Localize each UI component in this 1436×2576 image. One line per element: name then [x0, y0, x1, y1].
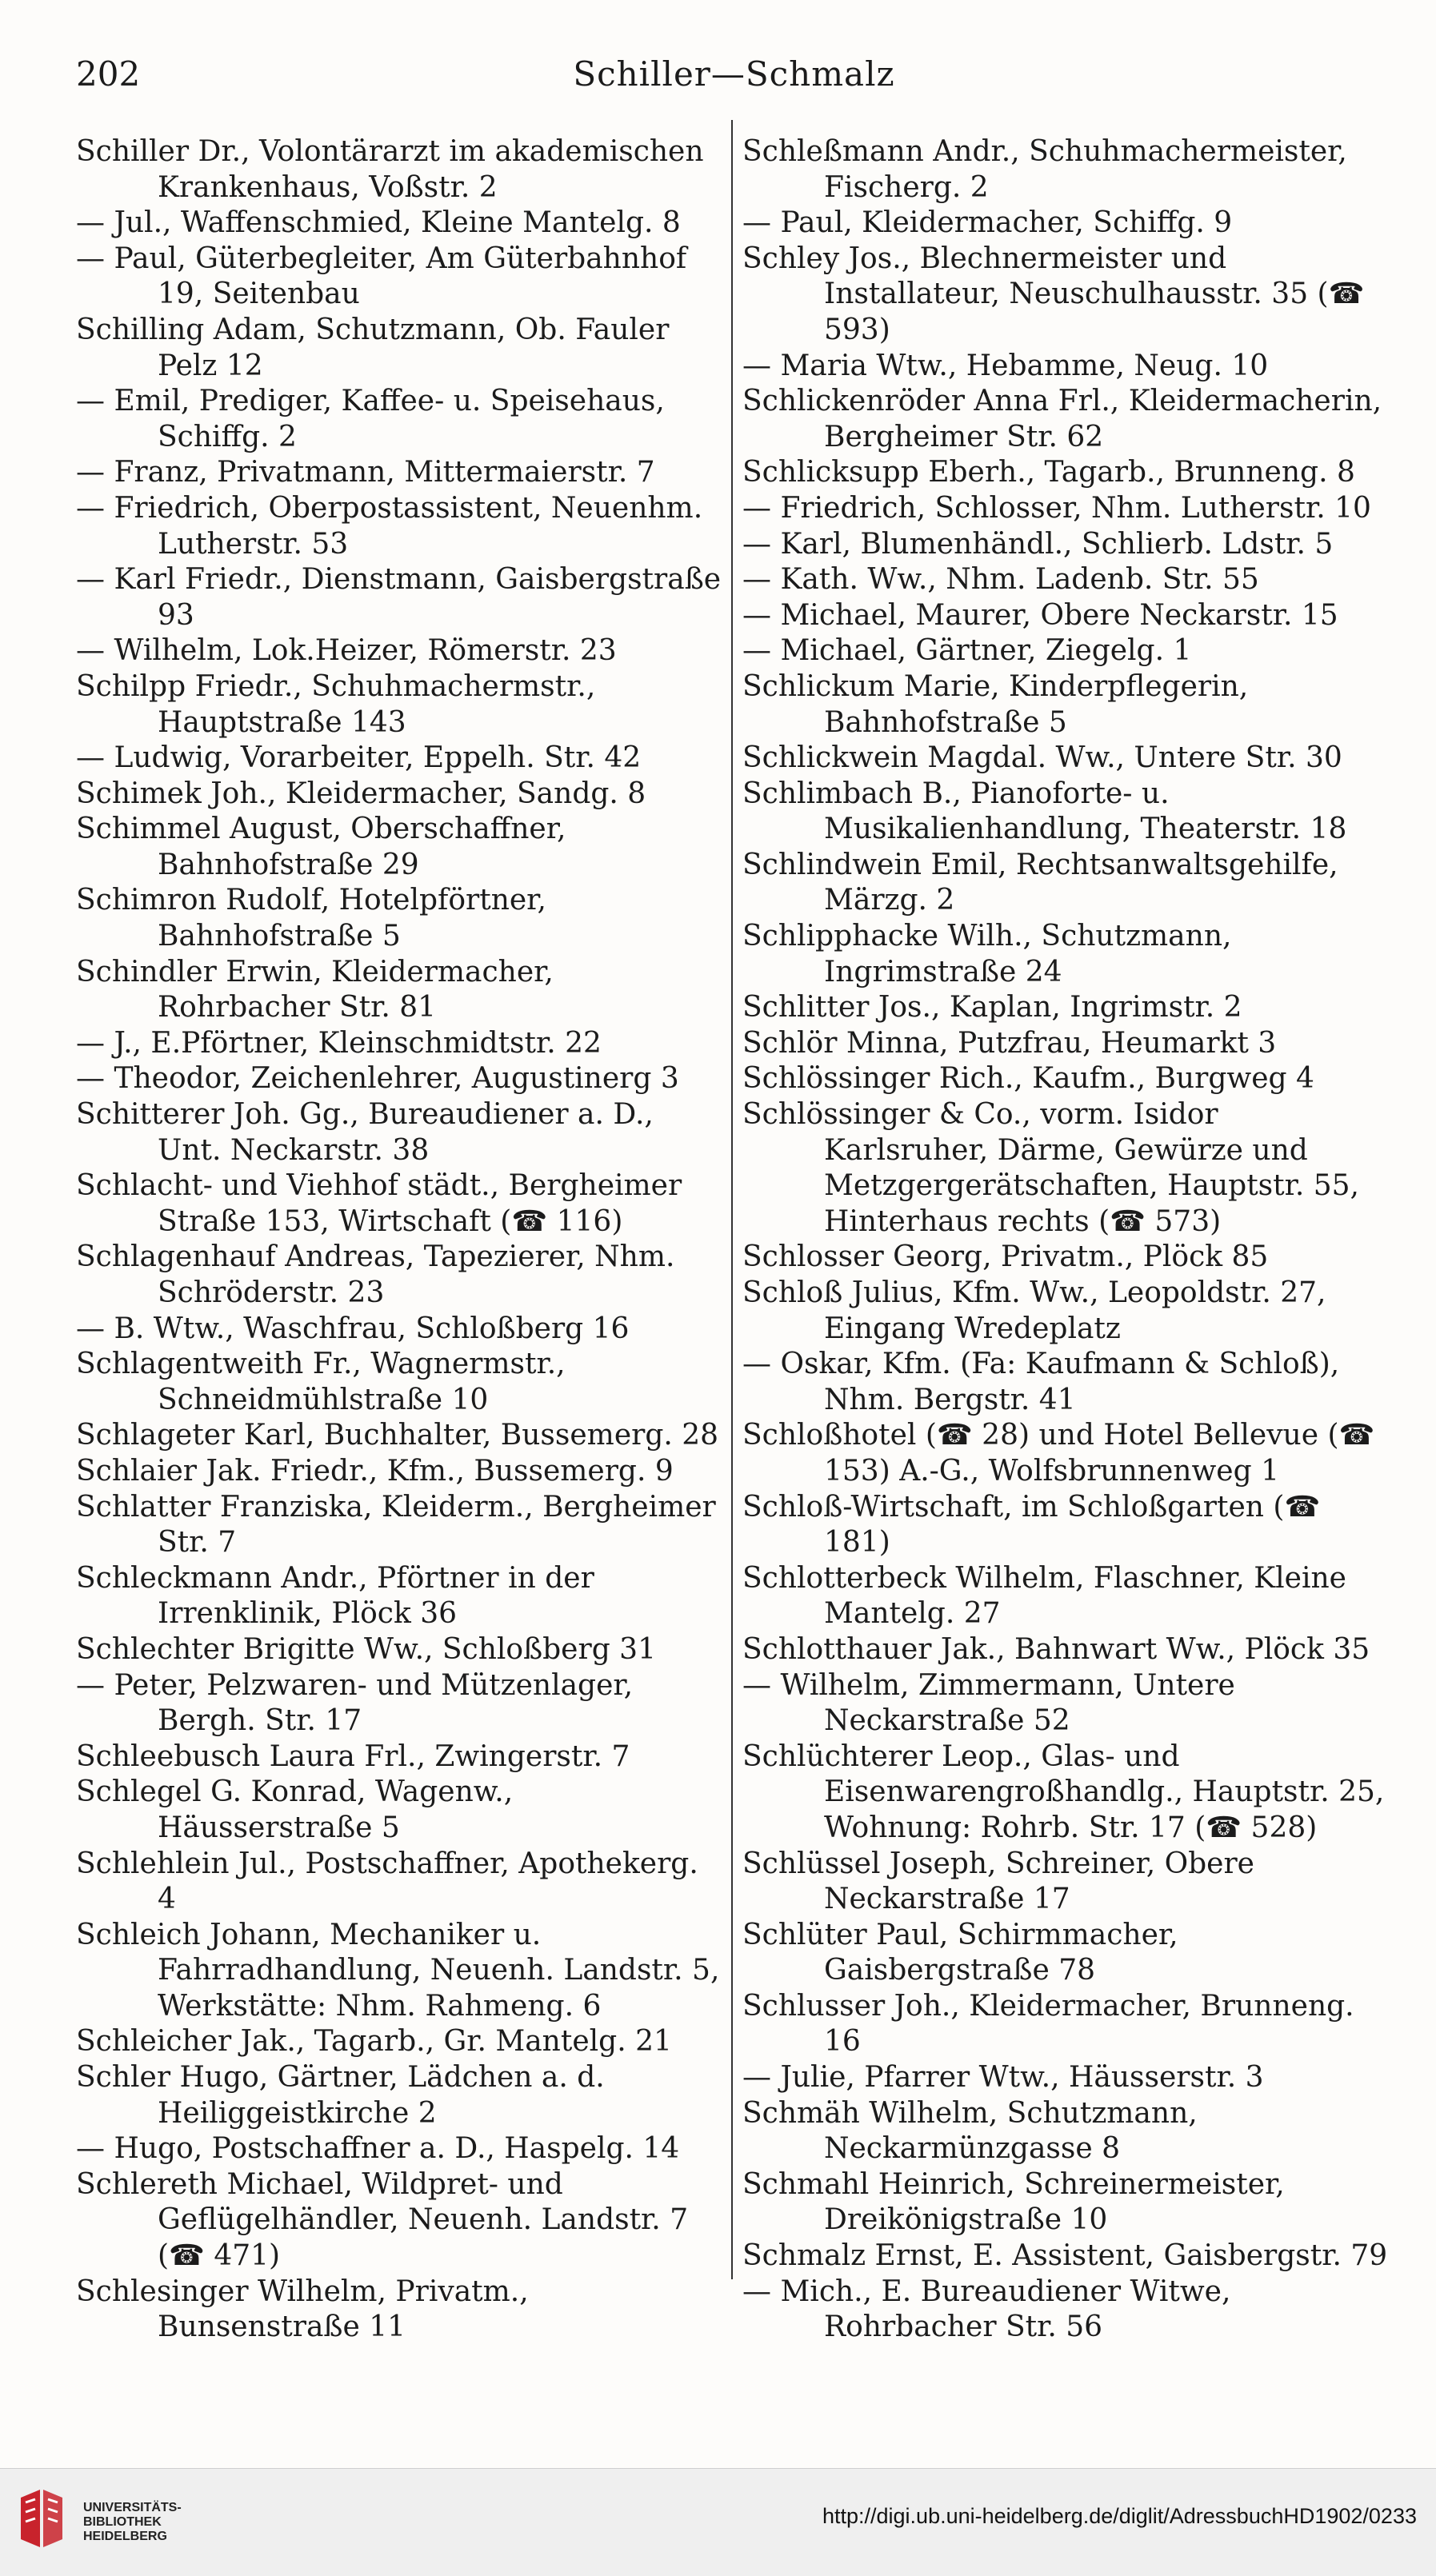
directory-entry: Schlotterbeck Wilhelm, Flaschner, Kleine Mantelg. 27 — [742, 1561, 1346, 1631]
directory-entry: Schlagenhauf Andreas, Tapezierer, Nhm. Schröderstr. 23 — [76, 1240, 675, 1309]
right-column — [742, 134, 1390, 2346]
directory-entry: Schiller Dr., Volontärarzt im akademischen Krankenhaus, Voßstr. 2 — [76, 135, 704, 204]
directory-entry: Schlickenröder Anna Frl., Kleidermacherin, Bergheimer Str. 62 — [742, 385, 1382, 453]
directory-entry: — Paul, Güterbegleiter, Am Güterbahnhof 19, Seitenbau — [76, 242, 687, 311]
directory-entry: — Hugo, Postschaffner a. D., Haspelg. 14 — [76, 2132, 680, 2166]
page-number: 202 — [76, 54, 141, 94]
directory-entry: Schilpp Friedr., Schuhmachermstr., Hauptstraße 143 — [76, 669, 596, 739]
directory-entry: Schleich Johann, Mechaniker u. Fahrradhandlung, Neuenh. Landstr. 5, Werkstätte: Nhm. Rahmeng. 6 — [76, 1918, 720, 2023]
directory-entry: — Ludwig, Vorarbeiter, Eppelh. Str. 42 — [76, 741, 642, 775]
directory-entry: — Friedrich, Schlosser, Nhm. Lutherstr. 10 — [742, 491, 1371, 525]
directory-entry: Schitterer Joh. Gg., Bureaudiener a. D., Unt. Neckarstr. 38 — [76, 1098, 654, 1167]
directory-entry: — Oskar, Kfm. (Fa: Kaufmann & Schloß), Nhm. Bergstr. 41 — [742, 1348, 1340, 1416]
directory-entry: — Wilhelm, Lok.Heizer, Römerstr. 23 — [76, 634, 617, 668]
directory-entry: Schlechter Brigitte Ww., Schloßberg 31 — [76, 1632, 656, 1666]
footer-bar — [0, 2468, 1436, 2576]
library-name-line3: HEIDELBERG — [83, 2530, 167, 2543]
directory-entry: — Karl, Blumenhändl., Schlierb. Ldstr. 5 — [742, 527, 1334, 561]
library-name — [83, 2501, 182, 2544]
directory-entry: — Karl Friedr., Dienstmann, Gaisbergstraße 93 — [76, 563, 722, 632]
directory-entry: — Friedrich, Oberpostassistent, Neuenhm. Lutherstr. 53 — [76, 491, 703, 561]
directory-entry: Schlüter Paul, Schirmmacher, Gaisbergstraße 78 — [742, 1918, 1178, 1987]
directory-entry: Schmäh Wilhelm, Schutzmann, Neckarmünzgasse 8 — [742, 2096, 1198, 2166]
directory-entry: — Franz, Privatmann, Mittermaierstr. 7 — [76, 456, 655, 489]
directory-entry: Schlesinger Wilhelm, Privatm., Bunsenstraße 11 — [76, 2274, 529, 2344]
directory-entry: Schlotthauer Jak., Bahnwart Ww., Plöck 35 — [742, 1632, 1370, 1666]
directory-entry: — Michael, Maurer, Obere Neckarstr. 15 — [742, 598, 1338, 632]
directory-entry: Schler Hugo, Gärtner, Lädchen a. d. Heiliggeistkirche 2 — [76, 2061, 605, 2130]
directory-entry: Schindler Erwin, Kleidermacher, Rohrbacher Str. 81 — [76, 955, 554, 1024]
directory-entry: Schleicher Jak., Tagarb., Gr. Mantelg. 21 — [76, 2025, 672, 2059]
directory-entry: Schloßhotel (☎ 28) und Hotel Bellevue (☎ 153) A.-G., Wolfsbrunnenweg 1 — [742, 1419, 1375, 1488]
directory-entry: — Wilhelm, Zimmermann, Untere Neckarstraße 52 — [742, 1668, 1235, 1738]
directory-entry: Schlageter Karl, Buchhalter, Bussemerg. 28 — [76, 1419, 719, 1452]
directory-entry: Schleckmann Andr., Pförtner in der Irrenklinik, Plöck 36 — [76, 1561, 594, 1631]
university-logo-icon — [16, 2486, 75, 2550]
directory-entry: — J., E.Pförtner, Kleinschmidtstr. 22 — [76, 1026, 602, 1060]
directory-entry: Schleßmann Andr., Schuhmachermeister, Fischerg. 2 — [742, 135, 1347, 204]
running-title: Schiller—Schmalz — [573, 54, 895, 94]
directory-entry: — Jul., Waffenschmied, Kleine Mantelg. 8 — [76, 206, 681, 240]
directory-entry: Schlickum Marie, Kinderpflegerin, Bahnhofstraße 5 — [742, 669, 1249, 739]
directory-entry: Schlatter Franziska, Kleiderm., Bergheimer Str. 7 — [76, 1490, 716, 1560]
directory-entry: — B. Wtw., Waschfrau, Schloßberg 16 — [76, 1312, 630, 1345]
directory-entry: Schlüssel Joseph, Schreiner, Obere Neckarstraße 17 — [742, 1847, 1254, 1916]
directory-entry: Schlehlein Jul., Postschaffner, Apothekerg. 4 — [76, 1847, 698, 1916]
directory-entry: Schlosser Georg, Privatm., Plöck 85 — [742, 1240, 1269, 1274]
directory-entry: Schmalz Ernst, E. Assistent, Gaisbergstr. 79 — [742, 2239, 1388, 2273]
directory-entry: Schmahl Heinrich, Schreinermeister, Dreikönigstraße 10 — [742, 2167, 1285, 2237]
directory-entry: Schimron Rudolf, Hotelpförtner, Bahnhofstraße 5 — [76, 884, 546, 953]
directory-entry: — Peter, Pelzwaren- und Mützenlager, Bergh. Str. 17 — [76, 1668, 634, 1738]
directory-entry: — Kath. Ww., Nhm. Ladenb. Str. 55 — [742, 563, 1259, 597]
directory-entry: Schlagentweith Fr., Wagnermstr., Schneidmühlstraße 10 — [76, 1348, 566, 1416]
column-divider — [731, 120, 733, 2279]
directory-entry: Schley Jos., Blechnermeister und Installateur, Neuschulhausstr. 35 (☎ 593) — [742, 242, 1365, 346]
directory-entry: Schloß-Wirtschaft, im Schloßgarten (☎ 181) — [742, 1490, 1321, 1560]
directory-entry: — Michael, Gärtner, Ziegelg. 1 — [742, 634, 1192, 668]
library-name-line1: UNIVERSITÄTS- — [83, 2501, 182, 2514]
directory-entry: Schlüchterer Leop., Glas- und Eisenwarengroßhandlg., Hauptstr. 25, Wohnung: Rohrb. Str. 17 (☎ 528) — [742, 1739, 1385, 1844]
directory-entry: Schilling Adam, Schutzmann, Ob. Fauler Pelz 12 — [76, 313, 670, 382]
directory-entry: — Maria Wtw., Hebamme, Neug. 10 — [742, 349, 1269, 382]
directory-entry: Schlereth Michael, Wildpret- und Geflügelhändler, Neuenh. Landstr. 7 (☎ 471) — [76, 2167, 689, 2273]
directory-entry: Schlicksupp Eberh., Tagarb., Brunneng. 8 — [742, 456, 1355, 489]
directory-entry: Schimmel August, Oberschaffner, Bahnhofstraße 29 — [76, 813, 566, 881]
directory-entry: Schlaier Jak. Friedr., Kfm., Bussemerg. 9 — [76, 1454, 674, 1488]
directory-entry: Schlipphacke Wilh., Schutzmann, Ingrimstraße 24 — [742, 920, 1232, 988]
directory-entry: — Mich., E. Bureaudiener Witwe, Rohrbacher Str. 56 — [742, 2274, 1231, 2344]
directory-entry: Schlör Minna, Putzfrau, Heumarkt 3 — [742, 1026, 1277, 1060]
directory-entry: — Emil, Prediger, Kaffee- u. Speisehaus, Schiffg. 2 — [76, 385, 665, 453]
directory-entry: Schleebusch Laura Frl., Zwingerstr. 7 — [76, 1739, 630, 1773]
directory-entry: Schlössinger Rich., Kaufm., Burgweg 4 — [742, 1062, 1314, 1096]
left-column — [76, 134, 724, 2346]
directory-entry: — Julie, Pfarrer Wtw., Häusserstr. 3 — [742, 2061, 1264, 2095]
source-url-link[interactable]: http://digi.ub.uni-heidelberg.de/diglit/AdressbuchHD1902/0233 — [822, 2504, 1417, 2528]
directory-entry: Schlegel G. Konrad, Wagenw., Häusserstraße 5 — [76, 1775, 514, 1844]
directory-entry: Schlacht- und Viehhof städt., Bergheimer Straße 153, Wirtschaft (☎ 116) — [76, 1169, 682, 1238]
directory-entry: Schimek Joh., Kleidermacher, Sandg. 8 — [76, 777, 646, 810]
directory-entry: Schlössinger & Co., vorm. Isidor Karlsruher, Därme, Gewürze und Metzgergerätschaften, Hauptstr. 55, Hinterhaus rechts (☎ 573) — [742, 1098, 1359, 1238]
directory-entry: Schlitter Jos., Kaplan, Ingrimstr. 2 — [742, 991, 1242, 1024]
page-header — [76, 54, 1392, 102]
directory-entry: — Paul, Kleidermacher, Schiffg. 9 — [742, 206, 1233, 240]
directory-entry: Schlickwein Magdal. Ww., Untere Str. 30 — [742, 741, 1342, 775]
directory-entry: Schlusser Joh., Kleidermacher, Brunneng. 16 — [742, 1989, 1354, 2059]
library-name-line2: BIBLIOTHEK — [83, 2515, 162, 2529]
directory-entry: Schlimbach B., Pianoforte- u. Musikalienhandlung, Theaterstr. 18 — [742, 777, 1347, 846]
directory-entry: — Theodor, Zeichenlehrer, Augustinerg 3 — [76, 1062, 679, 1096]
directory-entry: Schlindwein Emil, Rechtsanwaltsgehilfe, Märzg. 2 — [742, 848, 1338, 917]
directory-entry: Schloß Julius, Kfm. Ww., Leopoldstr. 27, Eingang Wredeplatz — [742, 1276, 1326, 1345]
